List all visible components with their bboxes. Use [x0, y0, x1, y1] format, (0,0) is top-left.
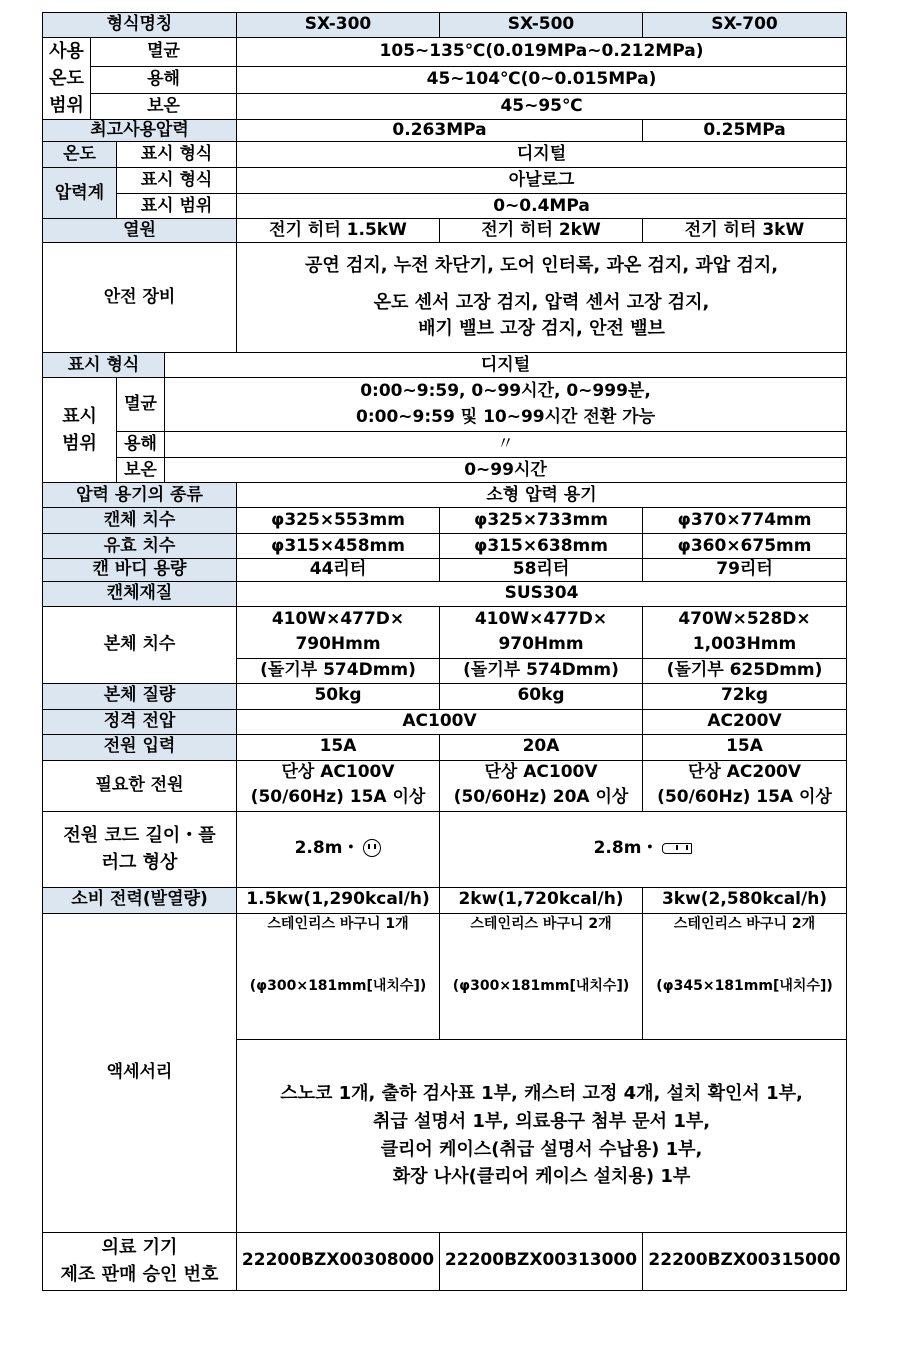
temp-dissolve-label: 용해: [91, 66, 237, 94]
temp-dissolve-row: [43, 66, 847, 94]
basket-size-700: (φ345×181mm[내치수]): [643, 935, 847, 1039]
power-cord-value-b: 2.8m・: [440, 811, 847, 887]
model-sx500: SX-500: [440, 13, 643, 38]
approval-300: 22200BZX00308000: [237, 1232, 440, 1290]
required-power-500-line2: (50/60Hz) 20A 이상: [440, 785, 643, 811]
gauge-range-row: [43, 194, 847, 219]
body-weight-300: 50kg: [237, 683, 440, 709]
can-size-row: [43, 508, 847, 534]
basket-300: 스테인리스 바구니 1개: [237, 913, 440, 935]
temp-display-label: 표시 형식: [117, 142, 237, 168]
approval-500: 22200BZX00313000: [440, 1232, 643, 1290]
temp-display-value: 디지털: [237, 142, 847, 168]
body-size-300-line1: 410W×477D×: [237, 606, 440, 632]
timer-dissolve-row: [43, 432, 847, 458]
power-cord-label: 전원 코드 길이・플 러그 형상: [43, 811, 237, 887]
can-volume-300: 44리터: [237, 559, 440, 581]
gauge-format-value: 아날로그: [237, 168, 847, 194]
safety-value: 공연 검지, 누전 차단기, 도어 인터록, 과온 검지, 과압 검지, 온도 센서 고장 검지, 압력 센서 고장 검지, 배기 밸브 고장 검지, 안전 밸브: [237, 243, 847, 353]
model-sx300: SX-300: [237, 13, 440, 38]
can-volume-row: [43, 559, 847, 581]
temp-keepwarm-label: 보온: [91, 94, 237, 120]
model-sx700: SX-700: [643, 13, 847, 38]
required-power-row-1: [43, 760, 847, 785]
spec-table: [42, 12, 847, 1291]
body-size-700-line2: 1,003Hmm: [643, 632, 847, 658]
body-size-500-line2: 970Hmm: [440, 632, 643, 658]
gauge-range-value: 0~0.4MPa: [237, 194, 847, 219]
rated-voltage-label: 정격 전압: [43, 709, 237, 734]
header-label: 형식명칭: [43, 13, 237, 38]
temp-sterilize-label: 멸균: [91, 38, 237, 67]
safety-row: [43, 243, 847, 353]
gauge-group: 압력계: [43, 168, 117, 219]
gauge-format-row: [43, 168, 847, 194]
gauge-range-label: 표시 범위: [117, 194, 237, 219]
max-pressure-value-a: 0.263MPa: [237, 120, 643, 142]
flat-plug-icon: [662, 843, 692, 854]
max-pressure-row: [43, 120, 847, 142]
header-row: [43, 13, 847, 38]
basket-700: 스테인리스 바구니 2개: [643, 913, 847, 935]
accessory-basket-row: [43, 913, 847, 935]
power-input-500: 20A: [440, 734, 643, 760]
gauge-format-label: 표시 형식: [117, 168, 237, 194]
timer-keepwarm-value: 0~99시간: [165, 458, 847, 483]
power-consumption-row: [43, 887, 847, 913]
heat-source-500: 전기 히터 2kW: [440, 219, 643, 243]
effective-size-row: [43, 534, 847, 559]
rated-voltage-value-b: AC200V: [643, 709, 847, 734]
effective-size-700: φ360×675mm: [643, 534, 847, 559]
heat-source-row: [43, 219, 847, 243]
heat-source-300: 전기 히터 1.5kW: [237, 219, 440, 243]
can-size-300: φ325×553mm: [237, 508, 440, 534]
power-consumption-label: 소비 전력(발열량): [43, 887, 237, 913]
body-size-label: 본체 치수: [43, 606, 237, 683]
power-consumption-300: 1.5kw(1,290kcal/h): [237, 887, 440, 913]
required-power-700-line1: 단상 AC200V: [643, 760, 847, 785]
body-size-row-1: [43, 606, 847, 632]
can-material-value: SUS304: [237, 581, 847, 606]
temp-range-label: 사용 온도 범위: [43, 38, 91, 120]
can-size-label: 캔체 치수: [43, 508, 237, 534]
effective-size-500: φ315×638mm: [440, 534, 643, 559]
timer-sterilize-row: [43, 378, 847, 432]
timer-sterilize-label: 멸균: [117, 378, 165, 432]
temp-display-row: [43, 142, 847, 168]
approval-label: 의료 기기 제조 판매 승인 번호: [43, 1232, 237, 1290]
temp-keepwarm-value: 45~95℃: [237, 94, 847, 120]
power-input-300: 15A: [237, 734, 440, 760]
timer-keepwarm-row: [43, 458, 847, 483]
power-cord-value-a: 2.8m・: [237, 811, 440, 887]
temp-sterilize-value: 105~135℃(0.019MPa~0.212MPa): [237, 38, 847, 67]
required-power-700-line2: (50/60Hz) 15A 이상: [643, 785, 847, 811]
required-power-300-line2: (50/60Hz) 15A 이상: [237, 785, 440, 811]
body-weight-label: 본체 질량: [43, 683, 237, 709]
temp-sterilize-row: [43, 38, 847, 67]
rated-voltage-value-a: AC100V: [237, 709, 643, 734]
rated-voltage-row: [43, 709, 847, 734]
can-material-row: [43, 581, 847, 606]
temp-display-group: 온도: [43, 142, 117, 168]
heat-source-700: 전기 히터 3kW: [643, 219, 847, 243]
power-input-row: [43, 734, 847, 760]
body-weight-700: 72kg: [643, 683, 847, 709]
effective-size-label: 유효 치수: [43, 534, 237, 559]
safety-label: 안전 장비: [43, 243, 237, 353]
vessel-type-value: 소형 압력 용기: [237, 483, 847, 508]
power-cord-row: [43, 811, 847, 887]
timer-keepwarm-label: 보온: [117, 458, 165, 483]
power-consumption-700: 3kw(2,580kcal/h): [643, 887, 847, 913]
can-material-label: 캔체재질: [43, 581, 237, 606]
can-size-500: φ325×733mm: [440, 508, 643, 534]
timer-display-value: 디지털: [165, 353, 847, 378]
approval-700: 22200BZX00315000: [643, 1232, 847, 1290]
body-size-300-line3: (돌기부 574Dmm): [237, 658, 440, 683]
timer-dissolve-label: 용해: [117, 432, 165, 458]
body-size-300-line2: 790Hmm: [237, 632, 440, 658]
timer-sterilize-value: 0:00~9:59, 0~99시간, 0~999분, 0:00~9:59 및 10~99시간 전환 가능: [165, 378, 847, 432]
basket-size-300: (φ300×181mm[내치수]): [237, 935, 440, 1039]
body-size-500-line3: (돌기부 574Dmm): [440, 658, 643, 683]
can-volume-700: 79리터: [643, 559, 847, 581]
vessel-type-row: [43, 483, 847, 508]
body-size-700-line1: 470W×528D×: [643, 606, 847, 632]
max-pressure-label: 최고사용압력: [43, 120, 237, 142]
accessory-list: 스노코 1개, 출하 검사표 1부, 캐스터 고정 4개, 설치 확인서 1부, 취급 설명서 1부, 의료용구 첨부 문서 1부, 클리어 케이스(취급 설명서 수납용) 1부, 화장 나사(클리어 케이스 설치용) 1부: [237, 1039, 847, 1232]
vessel-type-label: 압력 용기의 종류: [43, 483, 237, 508]
can-size-700: φ370×774mm: [643, 508, 847, 534]
basket-500: 스테인리스 바구니 2개: [440, 913, 643, 935]
two-pin-plug-icon: [363, 839, 381, 857]
temp-keepwarm-row: [43, 94, 847, 120]
can-volume-500: 58리터: [440, 559, 643, 581]
required-power-label: 필요한 전원: [43, 760, 237, 811]
max-pressure-value-b: 0.25MPa: [643, 120, 847, 142]
temp-dissolve-value: 45~104℃(0~0.015MPa): [237, 66, 847, 94]
basket-size-500: (φ300×181mm[내치수]): [440, 935, 643, 1039]
approval-row: [43, 1232, 847, 1290]
timer-display-row: [43, 353, 847, 378]
heat-source-label: 열원: [43, 219, 237, 243]
can-volume-label: 캔 바디 용량: [43, 559, 237, 581]
body-size-700-line3: (돌기부 625Dmm): [643, 658, 847, 683]
timer-dissolve-value: 〃: [165, 432, 847, 458]
required-power-300-line1: 단상 AC100V: [237, 760, 440, 785]
body-weight-500: 60kg: [440, 683, 643, 709]
timer-display-label: 표시 형식: [43, 353, 165, 378]
power-consumption-500: 2kw(1,720kcal/h): [440, 887, 643, 913]
effective-size-300: φ315×458mm: [237, 534, 440, 559]
power-input-700: 15A: [643, 734, 847, 760]
body-weight-row: [43, 683, 847, 709]
body-size-500-line1: 410W×477D×: [440, 606, 643, 632]
power-input-label: 전원 입력: [43, 734, 237, 760]
timer-range-label: 표시 범위: [43, 378, 117, 483]
required-power-500-line1: 단상 AC100V: [440, 760, 643, 785]
accessories-label: 액세서리: [43, 913, 237, 1232]
